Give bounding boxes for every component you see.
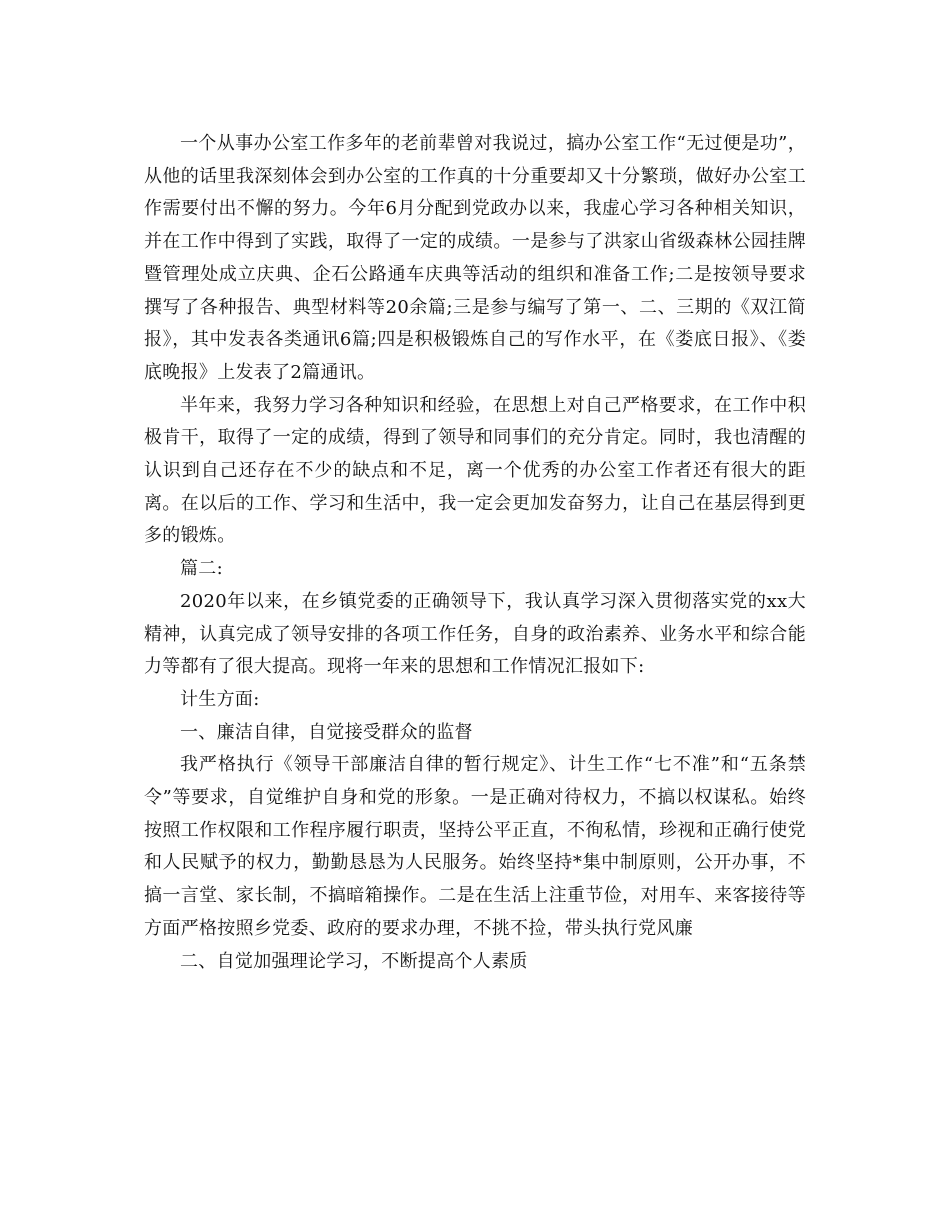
- heading-theory-study: 二、自觉加强理论学习，不断提高个人素质: [180, 950, 528, 972]
- paragraph-2020-intro: 2020年以来，在乡镇党委的正确领导下，我认真学习深入贯彻落实党的xx大精神，认真完成了领导安排的各项工作任务，自身的政治素养、业务水平和综合能力等都有了很大提高。现将一年来的思想和工作情况汇报如下:: [144, 590, 806, 678]
- paragraph-half-year-review: 半年来，我努力学习各种知识和经验，在思想上对自己严格要求，在工作中积极肯干，取得了一定的成绩，得到了领导和同事们的充分肯定。同时，我也清醒的认识到自己还存在不少的缺点和不足，离一个优秀的办公室工作者还有很大的距离。在以后的工作、学习和生活中，我一定会更加发奋努力，让自己在基层得到更多的锻炼。: [144, 394, 806, 547]
- paragraph-office-work-summary: 一个从事办公室工作多年的老前辈曾对我说过，搞办公室工作“无过便是功”，从他的话里我深刻体会到办公室的工作真的十分重要却又十分繁琐，做好办公室工作需要付出不懈的努力。今年6月分配到党政办以来，我虚心学习各种相关知识，并在工作中得到了实践，取得了一定的成绩。一是参与了洪家山省级森林公园挂牌暨管理处成立庆典、企石公路通车庆典等活动的组织和准备工作;二是按领导要求撰写了各种报告、典型材料等20余篇;三是参与编写了第一、二、三期的《双江简报》，其中发表各类通讯6篇;四是积极锻炼自己的写作水平，在《娄底日报》、《娄底晚报》上发表了2篇通讯。: [144, 133, 806, 383]
- document-body: [144, 128, 806, 978]
- heading-integrity-self-discipline: 一、廉洁自律，自觉接受群众的监督: [180, 721, 473, 743]
- paragraph-integrity-details: 我严格执行《领导干部廉洁自律的暂行规定》、计生工作“七不准”和“五条禁令”等要求，自觉维护自身和党的形象。一是正确对待权力，不搞以权谋私。始终按照工作权限和工作程序履行职责，坚持公平正直，不徇私情，珍视和正确行使党和人民赋予的权力，勤勤恳恳为人民服务。始终坚持*集中制原则，公开办事，不搞一言堂、家长制，不搞暗箱操作。二是在生活上注重节俭，对用车、来客接待等方面严格按照乡党委、政府的要求办理，不挑不捡，带头执行党风廉: [144, 754, 806, 939]
- section-heading-family-planning: 计生方面:: [180, 688, 260, 710]
- section-heading-part-two: 篇二:: [180, 558, 223, 580]
